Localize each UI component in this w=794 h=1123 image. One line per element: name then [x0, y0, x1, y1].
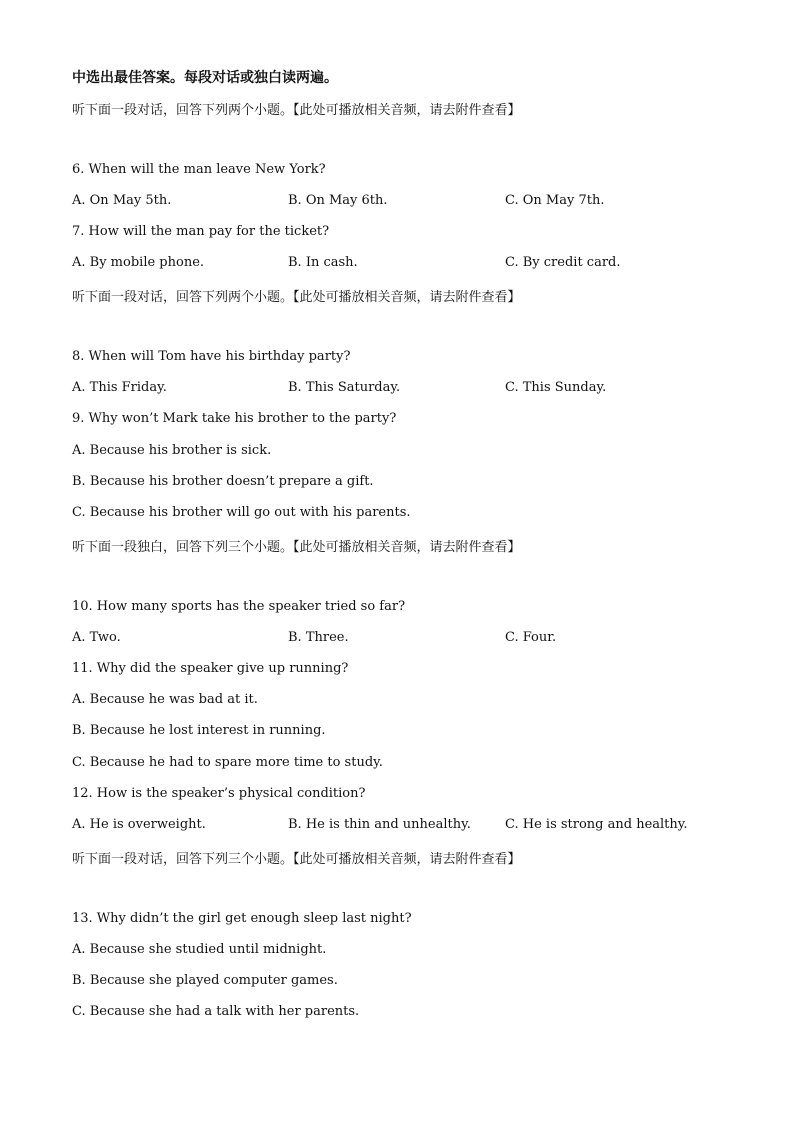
- option-11a: A. Because he was bad at it.: [72, 692, 258, 707]
- section-instruction: 听下面一段对话，回答下列两个小题。【此处可播放相关音频，请去附件查看】: [72, 103, 521, 118]
- option-8c: C. This Sunday.: [505, 380, 607, 395]
- option-9b: B. Because his brother doesn’t prepare a gift.: [72, 474, 374, 489]
- question-8: 8. When will Tom have his birthday party?: [72, 349, 351, 364]
- option-9a: A. Because his brother is sick.: [72, 443, 272, 458]
- option-11c: C. Because he had to spare more time to study.: [72, 755, 383, 770]
- option-7c: C. By credit card.: [505, 255, 621, 270]
- option-10a: A. Two.: [72, 630, 121, 645]
- question-12: 12. How is the speaker’s physical condition?: [72, 786, 366, 801]
- question-7: 7. How will the man pay for the ticket?: [72, 224, 330, 239]
- option-6a: A. On May 5th.: [72, 193, 172, 208]
- section-heading: 中选出最佳答案。每段对话或独白读两遍。: [72, 70, 338, 86]
- option-13b: B. Because she played computer games.: [72, 973, 338, 988]
- question-10: 10. How many sports has the speaker tried so far?: [72, 599, 406, 614]
- option-13c: C. Because she had a talk with her parents.: [72, 1004, 360, 1019]
- option-12c: C. He is strong and healthy.: [505, 817, 688, 832]
- question-9: 9. Why won’t Mark take his brother to the party?: [72, 411, 397, 426]
- option-6c: C. On May 7th.: [505, 193, 605, 208]
- option-10b: B. Three.: [288, 630, 349, 645]
- question-13: 13. Why didn’t the girl get enough sleep last night?: [72, 911, 412, 926]
- option-10c: C. Four.: [505, 630, 557, 645]
- option-8b: B. This Saturday.: [288, 380, 401, 395]
- option-9c: C. Because his brother will go out with his parents.: [72, 505, 411, 520]
- option-7a: A. By mobile phone.: [72, 255, 205, 270]
- section-instruction: 听下面一段对话，回答下列两个小题。【此处可播放相关音频，请去附件查看】: [72, 290, 521, 305]
- section-instruction: 听下面一段对话，回答下列三个小题。【此处可播放相关音频，请去附件查看】: [72, 852, 521, 867]
- option-7b: B. In cash.: [288, 255, 358, 270]
- option-6b: B. On May 6th.: [288, 193, 388, 208]
- question-11: 11. Why did the speaker give up running?: [72, 661, 349, 676]
- section-instruction: 听下面一段独白，回答下列三个小题。【此处可播放相关音频，请去附件查看】: [72, 540, 521, 555]
- question-6: 6. When will the man leave New York?: [72, 162, 326, 177]
- option-12b: B. He is thin and unhealthy.: [288, 817, 471, 832]
- option-13a: A. Because she studied until midnight.: [72, 942, 327, 957]
- option-11b: B. Because he lost interest in running.: [72, 723, 326, 738]
- option-8a: A. This Friday.: [72, 380, 167, 395]
- option-12a: A. He is overweight.: [72, 817, 206, 832]
